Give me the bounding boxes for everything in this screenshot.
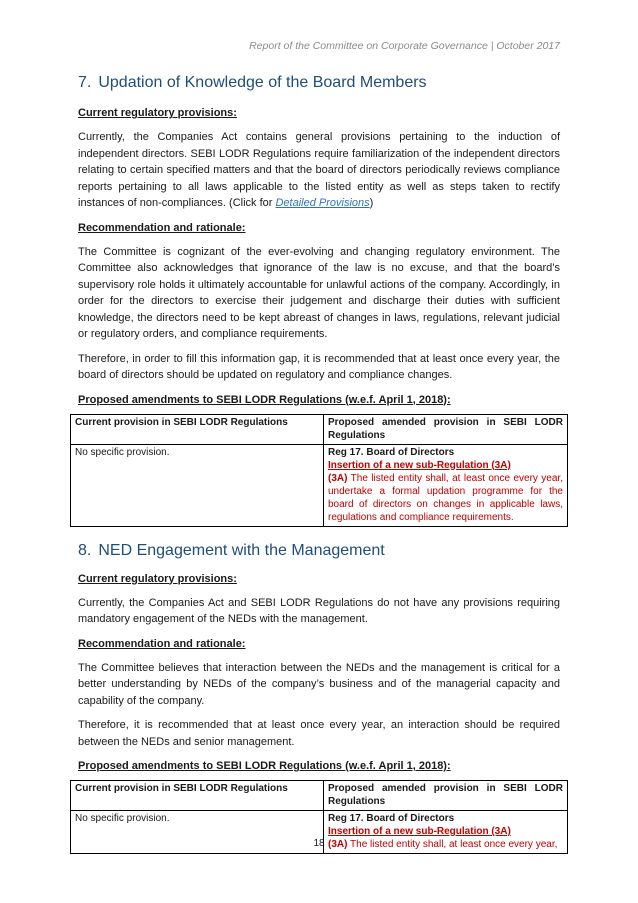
- clause-id: (3A): [328, 472, 348, 484]
- section-8-number: 8.: [78, 541, 92, 559]
- clause-body: The listed entity shall, at least once every year, undertake a formal updation programme for the board of directors on changes in applicable laws, regulations and compliance requirements.: [328, 472, 563, 523]
- section-7-current-text-body: Currently, the Companies Act contains general provisions pertaining to the induction of independent directors. SEBI LODR Regulations require familiarization of the independent directors relating to certain specified matters and that the board of directors periodically reviews compliance reports pertaining to all laws applicable to the listed entity as well as steps taken to rectify instances of non-compliances. (Click for: [78, 131, 560, 209]
- section-8-amend-heading: Proposed amendments to SEBI LODR Regulations (w.e.f. April 1, 2018):: [78, 760, 451, 772]
- section-8-rec-paragraph-2: Therefore, it is recommended that at least once every year, an interaction should be required between the NEDs and senior management.: [78, 719, 560, 748]
- current-provision-cell: No specific provision.: [71, 444, 324, 526]
- clause-id: (3A): [328, 839, 348, 850]
- current-provision-cell: No specific provision.: [71, 811, 324, 854]
- page-number: 18: [313, 838, 325, 849]
- section-7-amend-heading: Proposed amendments to SEBI LODR Regulations (w.e.f. April 1, 2018):: [78, 393, 451, 406]
- page-content: [75, 72, 563, 854]
- table-header-row: [71, 781, 568, 811]
- clause-body: The listed entity shall, at least once every year,: [347, 839, 558, 850]
- section-7-rec-paragraph-1: The Committee is cognizant of the ever-evolving and changing regulatory environment. The Committee also acknowledges that ignorance of the law is no excuse, and that the board’s supervisory role holds it ultimately accountable for unlawful actions of the company. Accordingly, in order for the directors to exercise their judgement and discharge their duties with sufficient knowledge, the directors need to be kept abreast of changes in laws, regulations, relevant judicial or regulatory orders, and compliance requirements.: [78, 245, 560, 340]
- section-8-rec-paragraph-1: The Committee believes that interaction between the NEDs and the management is critical for a better understanding by NEDs of the company’s business and of the managerial capacity and capability of the company.: [78, 661, 560, 707]
- section-7-current-text: [78, 129, 560, 212]
- section-7-number: 7.: [78, 74, 92, 91]
- section-8-rec-heading: Recommendation and rationale:: [78, 637, 246, 650]
- running-header: Report of the Committee on Corporate Governance | October 2017: [249, 40, 560, 52]
- clause-text: [328, 472, 563, 524]
- section-8-title: NED Engagement with the Management: [98, 541, 385, 559]
- col-proposed-header: Proposed amended provision in SEBI LODR Regulations: [324, 781, 568, 811]
- col-current-header: Current provision in SEBI LODR Regulations: [71, 414, 324, 444]
- col-proposed-header: Proposed amended provision in SEBI LODR Regulations: [324, 414, 568, 444]
- section-7-rec-heading: Recommendation and rationale:: [78, 221, 246, 234]
- section-8-current-text: Currently, the Companies Act and SEBI LODR Regulations do not have any provisions requiring mandatory engagement of the NEDs with the management.: [78, 596, 560, 625]
- table-header-row: [71, 414, 568, 444]
- section-7-heading: [78, 72, 560, 94]
- insertion-title: Insertion of a new sub-Regulation (3A): [328, 826, 511, 837]
- reg-title: Reg 17. Board of Directors: [328, 813, 455, 824]
- col-current-header: Current provision in SEBI LODR Regulations: [71, 781, 324, 811]
- reg-title: Reg 17. Board of Directors: [328, 446, 455, 458]
- section-7-title: Updation of Knowledge of the Board Members: [98, 74, 427, 91]
- proposed-provision-cell: [324, 444, 568, 526]
- insertion-title: Insertion of a new sub-Regulation (3A): [328, 459, 511, 471]
- section-7-current-heading: Current regulatory provisions:: [78, 107, 237, 119]
- section-7-current-text-end: ): [369, 197, 374, 209]
- section-8-current-heading: Current regulatory provisions:: [78, 572, 237, 585]
- section-8-heading: [78, 540, 560, 562]
- detailed-provisions-link[interactable]: Detailed Provisions: [275, 197, 370, 209]
- table-row: [71, 444, 568, 526]
- section-7-rec-paragraph-2: Therefore, in order to fill this information gap, it is recommended that at least once every year, the board of directors should be updated on regulatory and compliance changes.: [78, 352, 560, 381]
- section-7-amend-table: [70, 414, 568, 527]
